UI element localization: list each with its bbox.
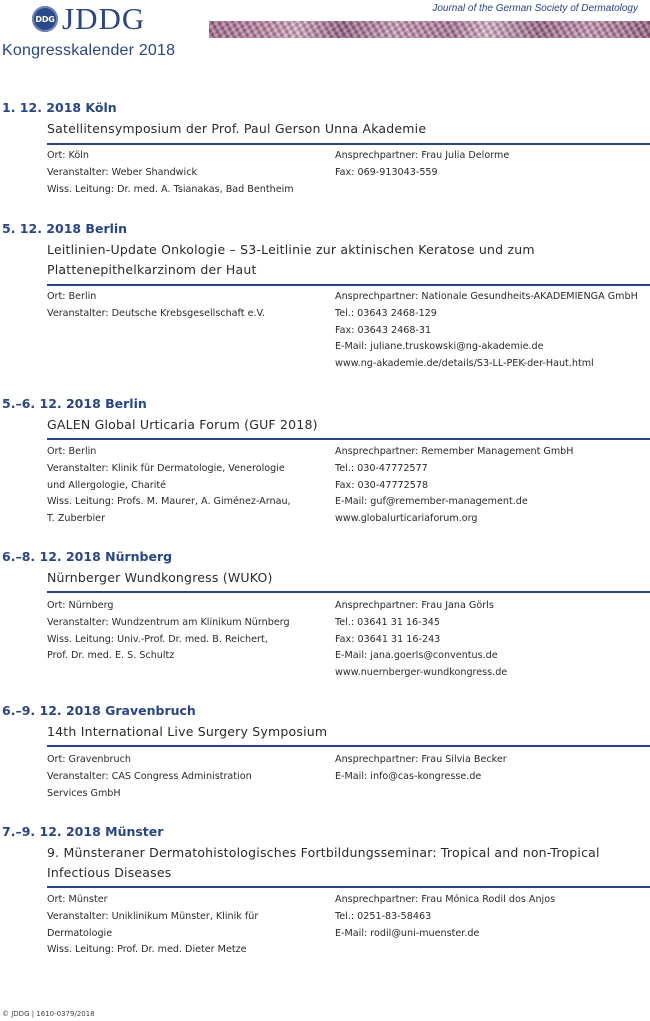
society-seal-icon: DDG	[32, 6, 58, 32]
detail-line: Services GmbH	[47, 787, 121, 799]
detail-line: Prof. Dr. med. E. S. Schultz	[47, 650, 175, 662]
contact-line: Tel.: 03641 31 16-345	[335, 616, 440, 628]
contact-line: Ansprechpartner: Frau Mónica Rodil dos Anjos	[335, 894, 556, 905]
contact-line: Fax: 03641 31 16-243	[335, 633, 441, 645]
contact-line: Tel.: 03643 2468-129	[335, 307, 437, 319]
detail-line: Wiss. Leitung: Prof. Dr. med. Dieter Metze	[47, 944, 247, 956]
entry-details-left	[47, 752, 252, 802]
divider	[47, 143, 650, 145]
entry-title-line: Plattenepithelkarzinom der Haut	[47, 262, 257, 277]
detail-line: Veranstalter: Klinik für Dermatologie, Venerologie	[47, 462, 285, 474]
detail-line: Ort: Nürnberg	[47, 600, 114, 611]
entry-date: 7.–9. 12. 2018 Münster	[2, 824, 164, 839]
entry-title-line: GALEN Global Urticaria Forum (GUF 2018)	[47, 417, 318, 432]
contact-line: Ansprechpartner: Nationale Gesundheits-AKADEMIENGA GmbH	[335, 291, 638, 302]
detail-line: Veranstalter: Wundzentrum am Klinikum Nürnberg	[47, 616, 290, 628]
entry-title	[47, 722, 637, 742]
detail-line: Ort: Köln	[47, 150, 89, 161]
logo-text: JDDG	[62, 1, 146, 36]
entry-details-left	[47, 148, 294, 198]
detail-line: Wiss. Leitung: Univ.-Prof. Dr. med. B. Reichert,	[47, 633, 268, 645]
email-link[interactable]: E-Mail: info@cas-kongresse.de	[335, 770, 482, 782]
email-link[interactable]: E-Mail: juliane.truskowski@ng-akademie.de	[335, 341, 544, 353]
detail-line: Ort: Münster	[47, 894, 108, 905]
entry-date: 6.–8. 12. 2018 Nürnberg	[2, 549, 173, 564]
detail-line: T. Zuberbier	[47, 513, 106, 525]
entry-details-left	[47, 892, 258, 959]
detail-line: Veranstalter: Weber Shandwick	[47, 166, 198, 178]
detail-line: Ort: Berlin	[47, 291, 97, 302]
entry-title-line: 9. Münsteraner Dermatohistologisches Fortbildungsseminar: Tropical and non-Tropical	[47, 845, 600, 860]
website-link[interactable]: www.nuernberger-wundkongress.de	[335, 667, 508, 679]
detail-line: Dermatologie	[47, 927, 113, 939]
email-link[interactable]: E-Mail: jana.goerls@conventus.de	[335, 650, 498, 662]
entry-details-left	[47, 598, 290, 665]
entry-contact-right	[335, 598, 507, 682]
entry-contact-right	[335, 289, 638, 373]
entry-title-line: Satellitensymposium der Prof. Paul Gerson Unna Akademie	[47, 121, 427, 136]
website-link[interactable]: www.ng-akademie.de/details/S3-LL-PEK-der-Haut.html	[335, 358, 594, 370]
detail-line: Veranstalter: Deutsche Krebsgesellschaft e.V.	[47, 307, 265, 319]
contact-line: Tel.: 030-47772577	[335, 462, 428, 474]
page-title: Kongresskalender 2018	[2, 42, 176, 59]
entry-title-line: Infectious Diseases	[47, 865, 172, 880]
entry-contact-right	[335, 444, 574, 528]
entry-date: 5. 12. 2018 Berlin	[2, 221, 128, 236]
detail-line: Ort: Gravenbruch	[47, 754, 131, 765]
divider	[47, 284, 650, 286]
detail-line: Wiss. Leitung: Profs. M. Maurer, A. Giménez-Arnau,	[47, 496, 291, 508]
contact-line: Fax: 030-47772578	[335, 479, 429, 491]
contact-line: Tel.: 0251-83-58463	[335, 910, 432, 922]
divider	[47, 886, 650, 888]
journal-subtitle: Journal of the German Society of Dermatology	[432, 3, 638, 14]
entry-details-left	[47, 289, 265, 323]
journal-logo	[32, 1, 146, 36]
detail-line: Wiss. Leitung: Dr. med. A. Tsianakas, Bad Bentheim	[47, 183, 294, 195]
entry-date: 1. 12. 2018 Köln	[2, 100, 117, 115]
contact-line: Fax: 069-913043-559	[335, 166, 438, 178]
divider	[47, 745, 650, 747]
footer-copyright: © JDDG | 1610-0379/2018	[2, 1010, 95, 1018]
divider	[47, 591, 650, 593]
detail-line: und Allergologie, Charité	[47, 479, 167, 491]
contact-line: Ansprechpartner: Frau Jana Görls	[335, 600, 494, 611]
contact-line: Ansprechpartner: Remember Management GmbH	[335, 446, 574, 457]
entry-title	[47, 240, 637, 280]
contact-line: Ansprechpartner: Frau Julia Delorme	[335, 150, 510, 161]
divider	[47, 438, 650, 440]
entry-title	[47, 843, 637, 883]
entry-contact-right	[335, 752, 507, 786]
detail-line: Ort: Berlin	[47, 446, 97, 457]
entry-contact-right	[335, 892, 555, 942]
entry-date: 5.–6. 12. 2018 Berlin	[2, 396, 147, 411]
entry-title-line: Nürnberger Wundkongress (WUKO)	[47, 570, 273, 585]
email-link[interactable]: E-Mail: guf@remember-management.de	[335, 496, 528, 508]
entry-title	[47, 415, 637, 435]
entry-details-left	[47, 444, 291, 528]
website-link[interactable]: www.globalurticariaforum.org	[335, 513, 478, 525]
entry-title	[47, 568, 637, 588]
entry-title-line: Leitlinien-Update Onkologie – S3-Leitlinie zur aktinischen Keratose und zum	[47, 242, 535, 257]
detail-line: Veranstalter: Uniklinikum Münster, Klinik für	[47, 910, 259, 922]
email-link[interactable]: E-Mail: rodil@uni-muenster.de	[335, 927, 480, 939]
entry-contact-right	[335, 148, 509, 182]
contact-line: Fax: 03643 2468-31	[335, 324, 432, 336]
entry-title	[47, 119, 637, 139]
histology-banner	[209, 21, 650, 38]
entry-title-line: 14th International Live Surgery Symposium	[47, 724, 328, 739]
entry-date: 6.–9. 12. 2018 Gravenbruch	[2, 703, 196, 718]
contact-line: Ansprechpartner: Frau Silvia Becker	[335, 754, 507, 765]
detail-line: Veranstalter: CAS Congress Administration	[47, 770, 252, 782]
